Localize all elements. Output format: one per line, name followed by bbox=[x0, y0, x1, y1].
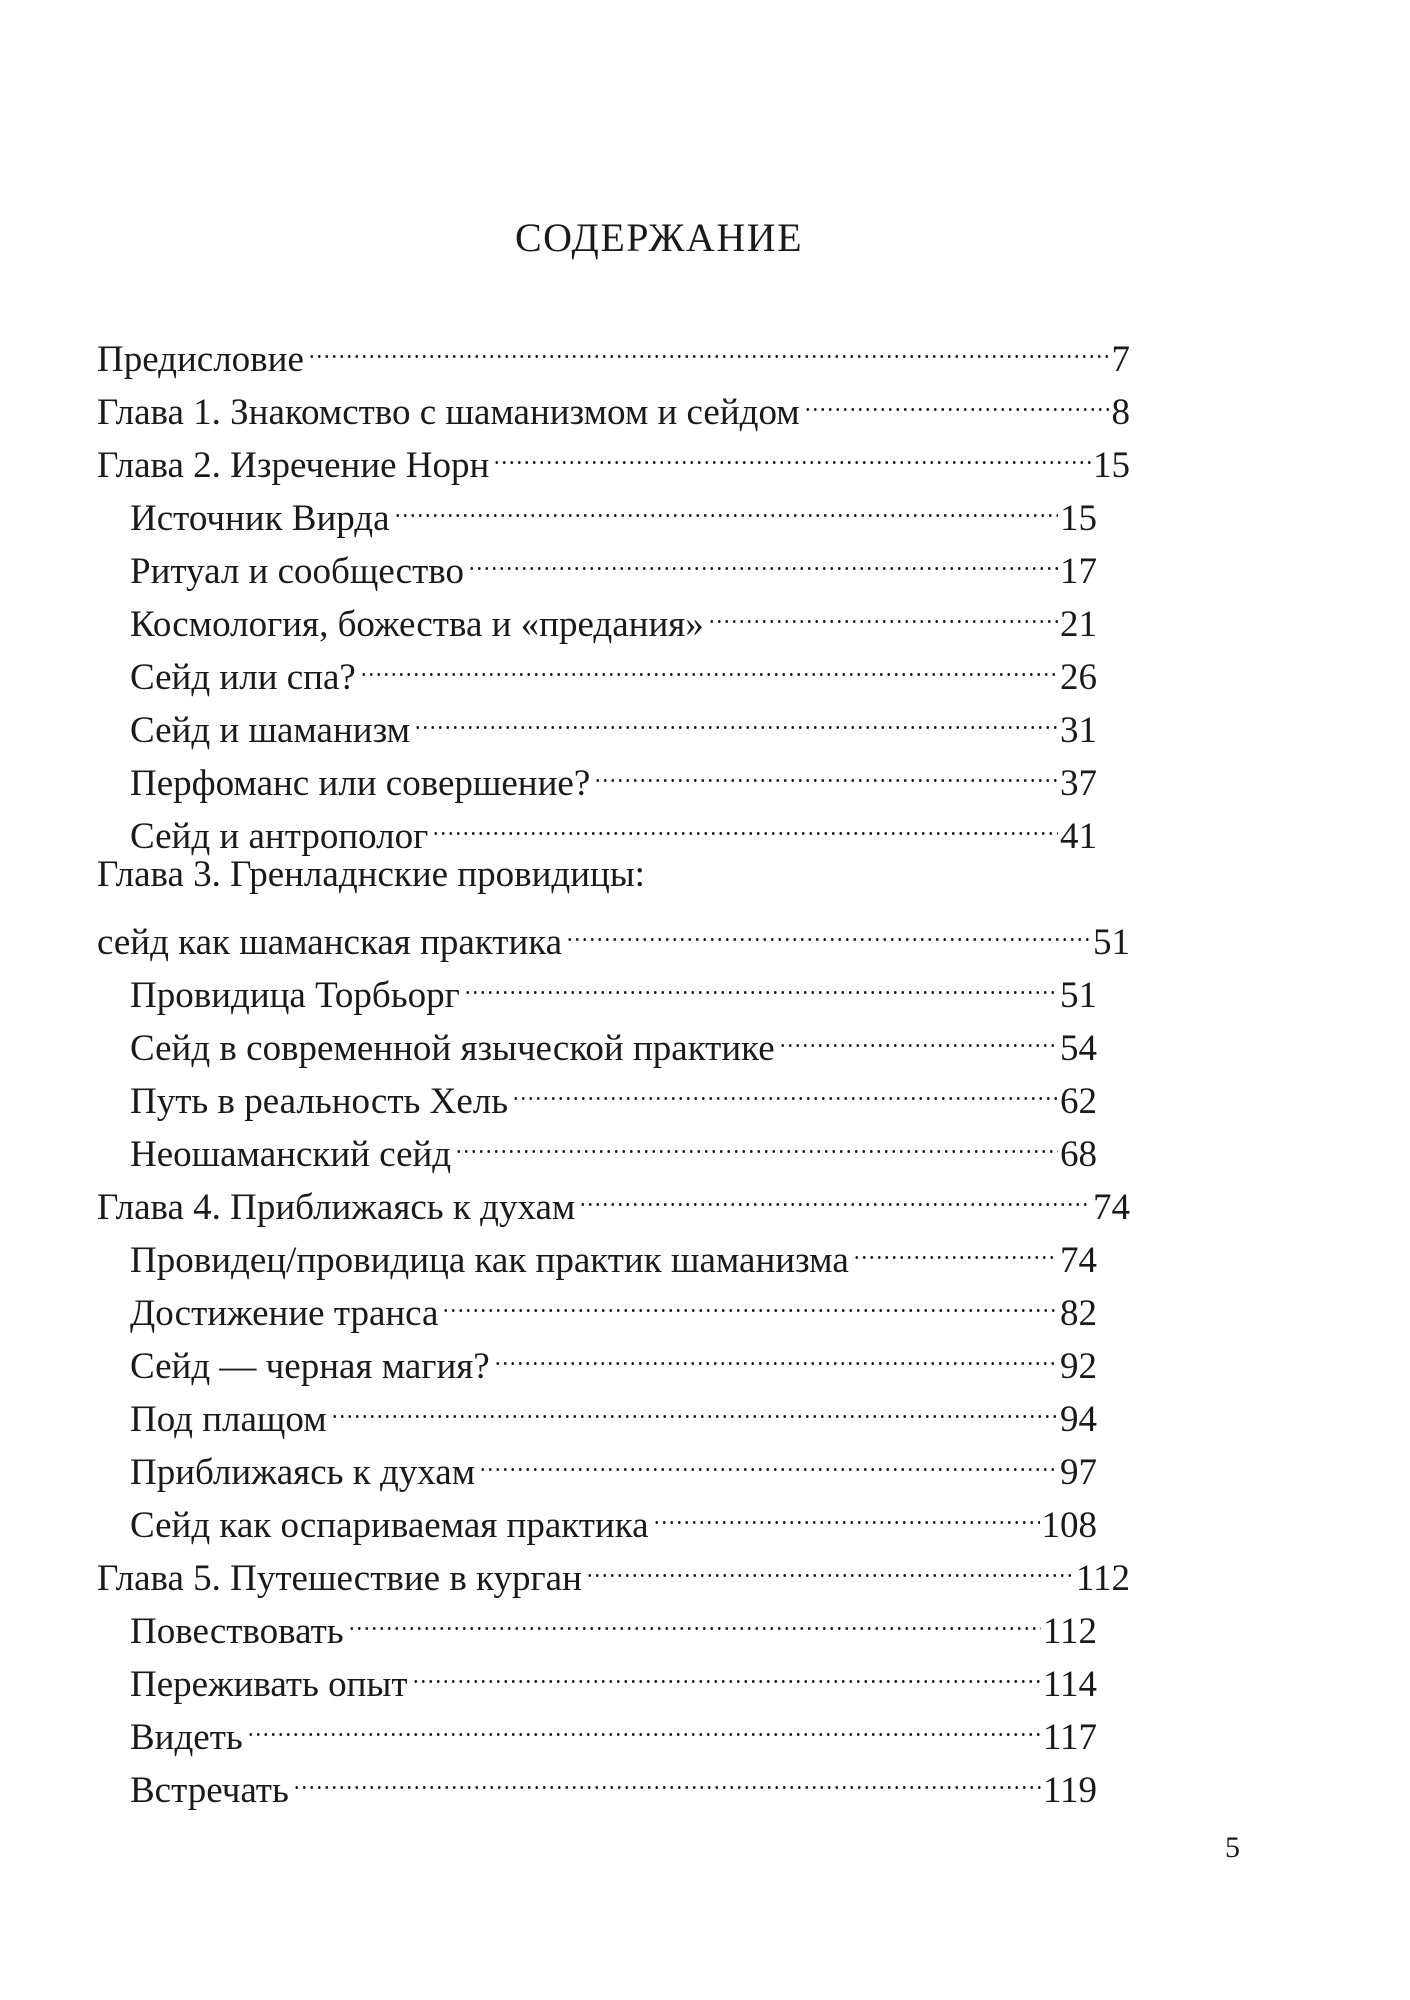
table-of-contents bbox=[97, 318, 1130, 1811]
toc-entry-page-number: 82 bbox=[1060, 1293, 1097, 1334]
toc-entry-page-number: 114 bbox=[1042, 1664, 1097, 1705]
toc-entry-page-number: 112 bbox=[1075, 1558, 1130, 1599]
toc-entry-title: Глава 1. Знакомство с шаманизмом и сейдом bbox=[97, 392, 800, 433]
dot-leader bbox=[308, 318, 1110, 371]
toc-entry[interactable] bbox=[130, 954, 1130, 1016]
toc-entry-page-number: 31 bbox=[1060, 710, 1097, 751]
dot-leader bbox=[468, 530, 1058, 583]
toc-entry[interactable] bbox=[130, 1272, 1130, 1334]
toc-entry-title: Глава 3. Гренладнские провидицы: bbox=[97, 854, 645, 895]
toc-entry-title: сейд как шаманская практика bbox=[97, 922, 563, 963]
dot-leader bbox=[331, 1378, 1058, 1431]
toc-entry-page-number: 68 bbox=[1060, 1134, 1097, 1175]
toc-entry-title: Провидец/провидица как практик шаманизма bbox=[130, 1240, 849, 1281]
dot-leader bbox=[653, 1484, 1040, 1537]
toc-entry-title: Сейд как оспариваемая практика bbox=[130, 1505, 649, 1546]
dot-leader bbox=[493, 424, 1091, 477]
toc-entry-page-number: 97 bbox=[1060, 1452, 1097, 1493]
toc-entry[interactable] bbox=[130, 689, 1130, 751]
dot-leader bbox=[293, 1749, 1041, 1802]
toc-entry[interactable] bbox=[130, 1378, 1130, 1440]
toc-entry-page-number: 26 bbox=[1060, 657, 1097, 698]
toc-entry-page-number: 92 bbox=[1060, 1346, 1097, 1387]
toc-entry[interactable] bbox=[130, 1431, 1130, 1493]
toc-entry[interactable] bbox=[130, 1007, 1130, 1069]
toc-entry[interactable] bbox=[130, 1219, 1130, 1281]
toc-entry[interactable] bbox=[130, 795, 1130, 857]
dot-leader bbox=[853, 1219, 1058, 1272]
toc-entry[interactable] bbox=[130, 1749, 1130, 1811]
toc-entry-title: Провидица Торбьорг bbox=[130, 975, 460, 1016]
dot-leader bbox=[586, 1537, 1074, 1590]
toc-entry-page-number: 119 bbox=[1042, 1770, 1097, 1811]
toc-entry[interactable] bbox=[130, 742, 1130, 804]
dot-leader bbox=[494, 1325, 1058, 1378]
toc-entry[interactable] bbox=[130, 1590, 1130, 1652]
toc-entry-title: Сейд и антрополог bbox=[130, 816, 429, 857]
dot-leader bbox=[804, 371, 1110, 424]
toc-entry[interactable] bbox=[130, 583, 1130, 645]
toc-entry[interactable] bbox=[97, 901, 1130, 963]
toc-entry[interactable] bbox=[130, 636, 1130, 698]
toc-entry-page-number: 117 bbox=[1042, 1717, 1097, 1758]
toc-entry-page-number: 74 bbox=[1093, 1187, 1130, 1228]
toc-entry-page-number: 8 bbox=[1111, 392, 1130, 433]
toc-entry-page-number: 108 bbox=[1041, 1505, 1097, 1546]
dot-leader bbox=[432, 795, 1058, 848]
toc-entry[interactable] bbox=[97, 318, 1130, 380]
toc-entry-page-number: 17 bbox=[1060, 551, 1097, 592]
toc-entry[interactable] bbox=[130, 477, 1130, 539]
toc-entry[interactable] bbox=[130, 530, 1130, 592]
toc-entry-title: Достижение транса bbox=[130, 1293, 439, 1334]
dot-leader bbox=[414, 689, 1058, 742]
toc-entry[interactable] bbox=[130, 1325, 1130, 1387]
toc-entry-title: Переживать опыт bbox=[130, 1664, 408, 1705]
toc-entry-page-number: 51 bbox=[1093, 922, 1130, 963]
toc-entry-page-number: 62 bbox=[1060, 1081, 1097, 1122]
dot-leader bbox=[360, 636, 1058, 689]
dot-leader bbox=[394, 477, 1058, 530]
toc-entry-page-number: 74 bbox=[1060, 1240, 1097, 1281]
toc-entry-page-number: 51 bbox=[1060, 975, 1097, 1016]
toc-entry[interactable] bbox=[130, 1113, 1130, 1175]
toc-entry-title: Глава 5. Путешествие в курган bbox=[97, 1558, 582, 1599]
toc-entry-title: Источник Вирда bbox=[130, 498, 390, 539]
toc-entry-page-number: 21 bbox=[1060, 604, 1097, 645]
toc-entry[interactable] bbox=[97, 371, 1130, 433]
dot-leader bbox=[348, 1590, 1041, 1643]
toc-entry-title: Перфоманс или совершение? bbox=[130, 763, 591, 804]
dot-leader bbox=[442, 1272, 1058, 1325]
toc-entry-page-number: 15 bbox=[1060, 498, 1097, 539]
dot-leader bbox=[512, 1060, 1058, 1113]
dot-leader bbox=[479, 1431, 1058, 1484]
toc-entry[interactable] bbox=[97, 1166, 1130, 1228]
toc-entry-title: Глава 2. Изречение Норн bbox=[97, 445, 490, 486]
toc-entry[interactable] bbox=[130, 1484, 1130, 1546]
toc-entry-page-number: 41 bbox=[1060, 816, 1097, 857]
dot-leader bbox=[566, 901, 1091, 954]
toc-entry[interactable] bbox=[130, 1696, 1130, 1758]
toc-entry-title: Под плащом bbox=[130, 1399, 327, 1440]
toc-entry-title: Сейд и шаманизм bbox=[130, 710, 411, 751]
dot-leader bbox=[464, 954, 1058, 1007]
toc-entry-title: Путь в реальность Хель bbox=[130, 1081, 509, 1122]
toc-entry-title: Встречать bbox=[130, 1770, 289, 1811]
dot-leader bbox=[708, 583, 1058, 636]
toc-entry-title: Повествовать bbox=[130, 1611, 344, 1652]
toc-entry-title: Космология, божества и «предания» bbox=[130, 604, 704, 645]
toc-entry-page-number: 37 bbox=[1060, 763, 1097, 804]
toc-entry-title: Сейд или спа? bbox=[130, 657, 356, 698]
toc-entry-title: Неошаманский сейд bbox=[130, 1134, 452, 1175]
toc-entry-title: Видеть bbox=[130, 1717, 243, 1758]
toc-entry[interactable] bbox=[97, 1537, 1130, 1599]
dot-leader bbox=[579, 1166, 1091, 1219]
toc-entry[interactable] bbox=[97, 424, 1130, 486]
toc-entry-page-number: 7 bbox=[1111, 339, 1130, 380]
toc-entry[interactable] bbox=[130, 1060, 1130, 1122]
toc-entry-page-number: 54 bbox=[1060, 1028, 1097, 1069]
dot-leader bbox=[455, 1113, 1058, 1166]
toc-entry-title: Предисловие bbox=[97, 339, 304, 380]
page-number: 5 bbox=[1225, 1831, 1240, 1864]
dot-leader bbox=[779, 1007, 1058, 1060]
toc-entry-page-number: 112 bbox=[1042, 1611, 1097, 1652]
toc-entry-title: Сейд — черная магия? bbox=[130, 1346, 490, 1387]
toc-entry-title: Глава 4. Приближаясь к духам bbox=[97, 1187, 576, 1228]
toc-entry[interactable] bbox=[130, 1643, 1130, 1705]
dot-leader bbox=[594, 742, 1058, 795]
dot-leader bbox=[247, 1696, 1041, 1749]
dot-leader bbox=[412, 1643, 1041, 1696]
toc-entry-title: Сейд в современной языческой практике bbox=[130, 1028, 775, 1069]
toc-entry-title: Приближаясь к духам bbox=[130, 1452, 476, 1493]
toc-entry[interactable] bbox=[97, 848, 1130, 901]
toc-entry-title: Ритуал и сообщество bbox=[130, 551, 464, 592]
toc-entry-page-number: 15 bbox=[1093, 445, 1130, 486]
toc-entry-page-number: 94 bbox=[1060, 1399, 1097, 1440]
page-title: СОДЕРЖАНИЕ bbox=[514, 215, 804, 260]
